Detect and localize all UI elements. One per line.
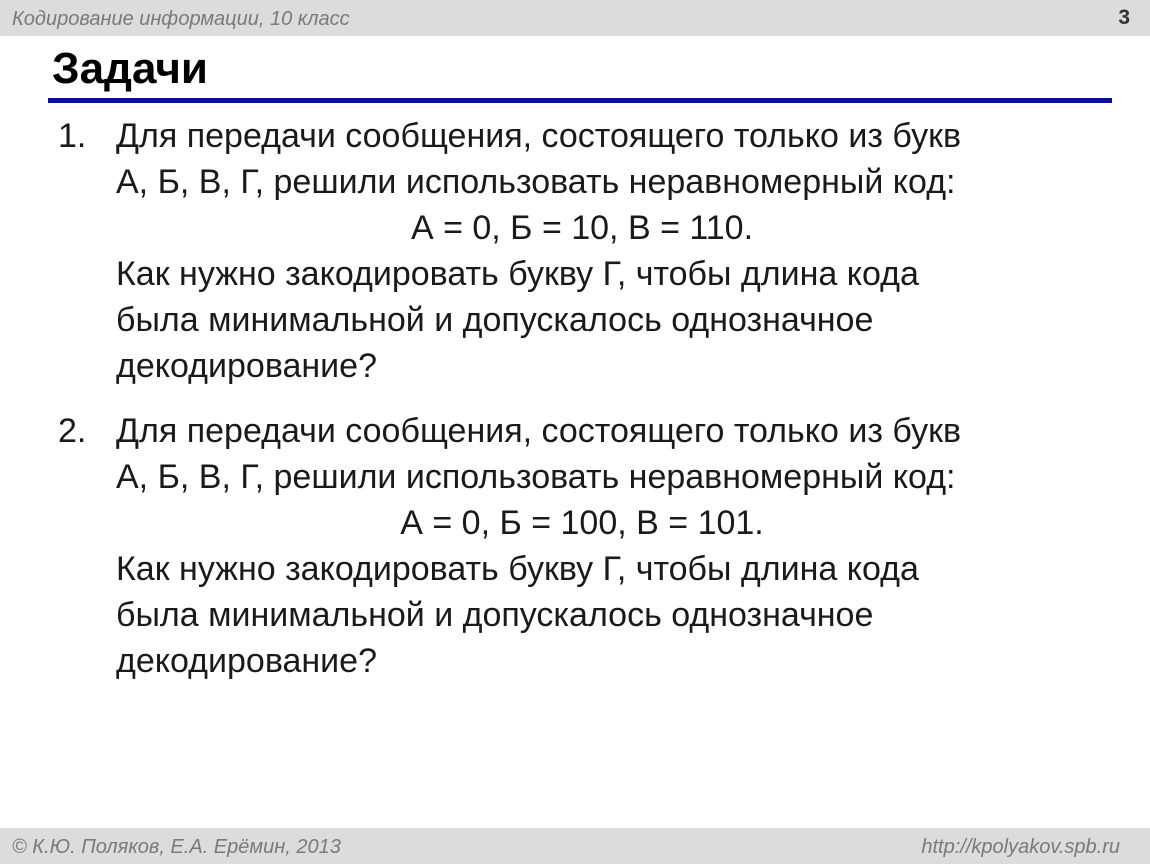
- task-question-line: декодирование?: [116, 347, 377, 385]
- task-question-line: Как нужно закодировать букву Г, чтобы длина кода: [116, 255, 919, 293]
- course-title: Кодирование информации, 10 класс: [12, 8, 350, 30]
- task-question-line: была минимальной и допускалось однозначное: [116, 301, 874, 339]
- code-formula: А = 0, Б = 100, В = 101.: [400, 504, 764, 542]
- site-url-link[interactable]: http://kpolyakov.spb.ru: [921, 836, 1120, 858]
- task-intro-line: Для передачи сообщения, состоящего только из букв: [116, 117, 962, 155]
- task-intro-line: А, Б, В, Г, решили использовать неравномерный код:: [116, 458, 956, 496]
- copyright-text: © К.Ю. Поляков, Е.А. Ерёмин, 2013: [12, 836, 341, 858]
- task-question-line: была минимальной и допускалось однозначное: [116, 596, 874, 634]
- title-divider: [48, 98, 1112, 103]
- header-bar: [0, 0, 1150, 36]
- task-number: 1.: [58, 117, 87, 155]
- task-number: 2.: [58, 412, 87, 450]
- code-formula: А = 0, Б = 10, В = 110.: [410, 209, 754, 247]
- task-question-line: декодирование?: [116, 642, 377, 680]
- task-intro-line: Для передачи сообщения, состоящего только из букв: [116, 412, 962, 450]
- task-question-line: Как нужно закодировать букву Г, чтобы длина кода: [116, 550, 919, 588]
- page-title: Задачи: [52, 44, 208, 93]
- task-intro-line: А, Б, В, Г, решили использовать неравномерный код:: [116, 163, 956, 201]
- footer-bar: [0, 828, 1150, 864]
- slide-number: 3: [1118, 6, 1130, 29]
